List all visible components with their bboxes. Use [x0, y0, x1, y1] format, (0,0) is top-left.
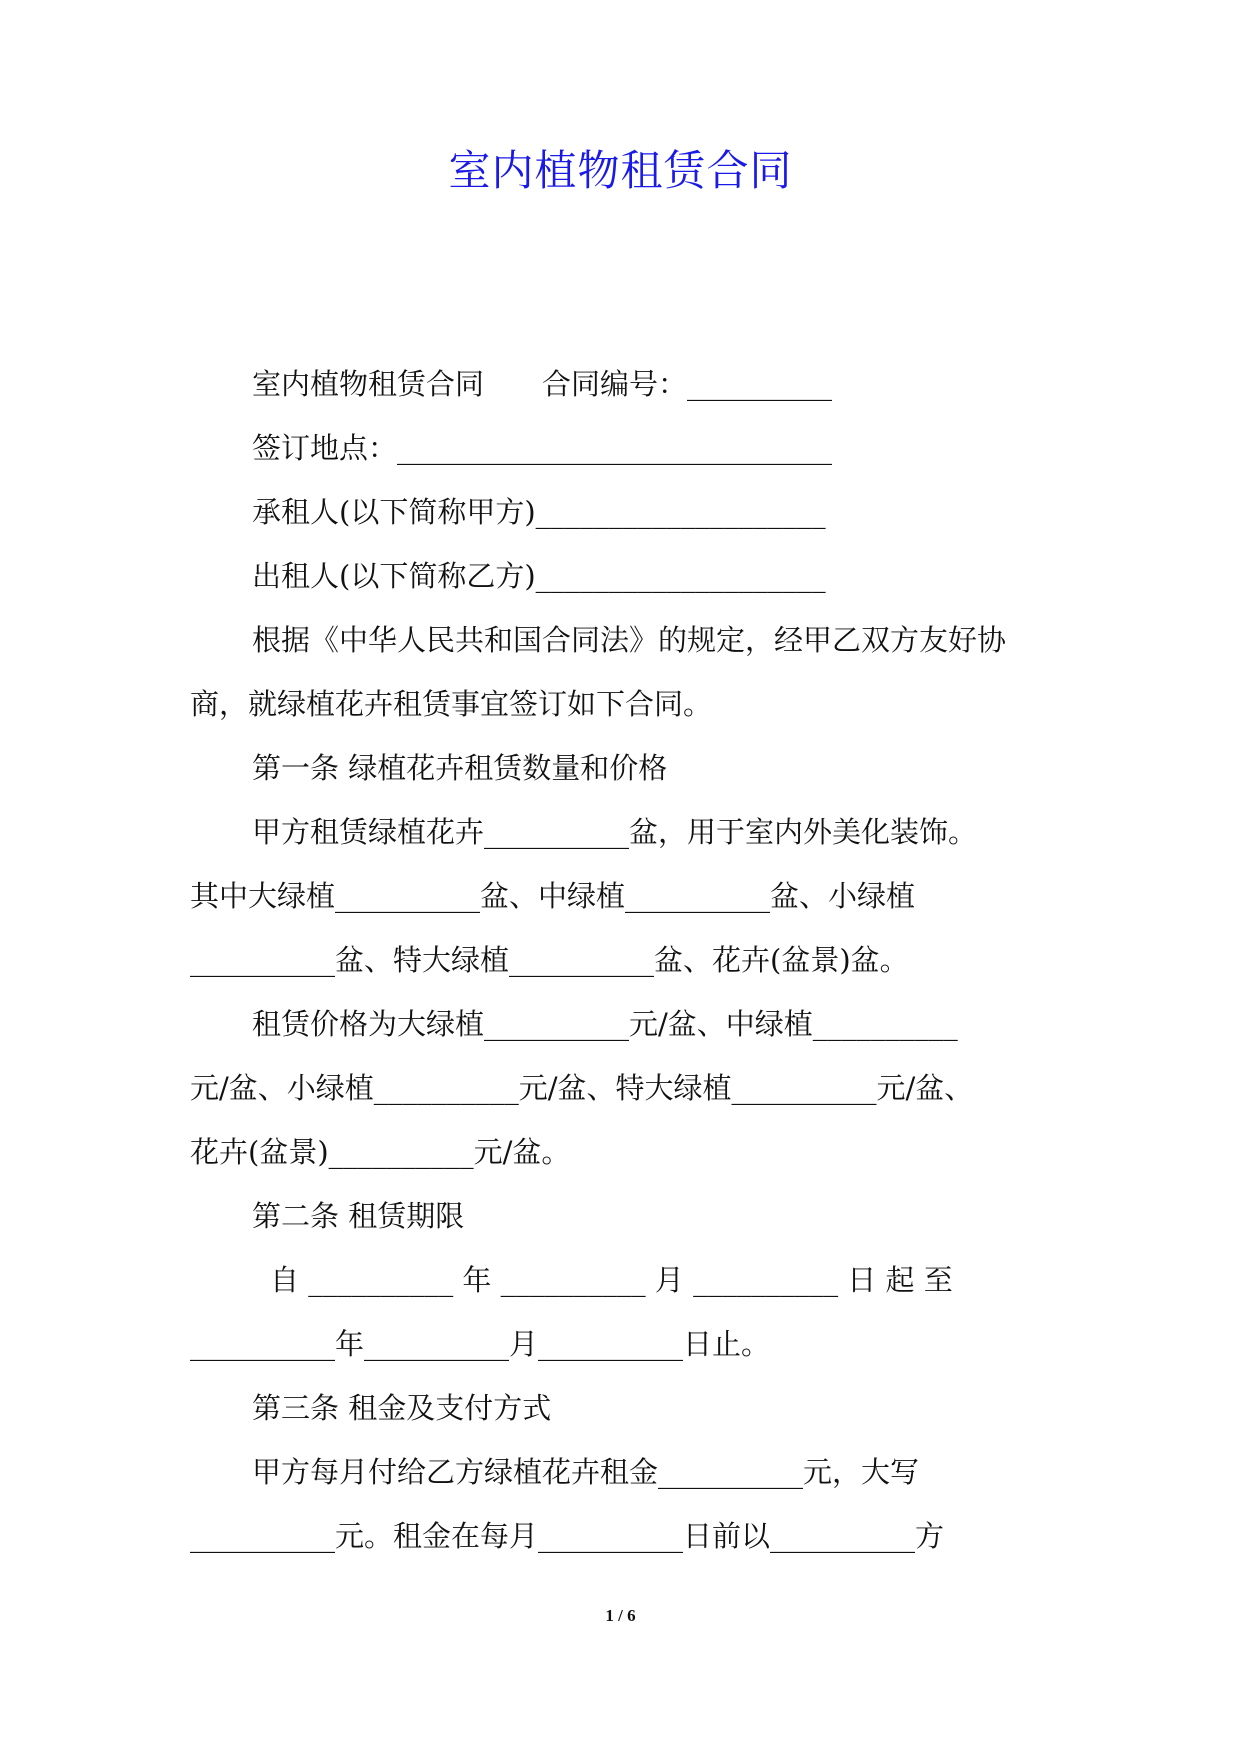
contract-line: __________元。租金在每月__________日前以__________方 [190, 1519, 945, 1553]
article-heading: 第一条 绿植花卉租赁数量和价格 [252, 751, 668, 785]
contract-line: 商，就绿植花卉租赁事宜签订如下合同。 [190, 687, 713, 721]
contract-line: 甲方每月付给乙方绿植花卉租金__________元，大写 [252, 1455, 920, 1489]
contract-line: 花卉(盆景)__________元/盆。 [190, 1135, 571, 1169]
page-number: 1 / 6 [605, 1606, 636, 1625]
contract-line: 甲方租赁绿植花卉__________盆，用于室内外美化装饰。 [252, 815, 978, 849]
contract-line: __________年__________月__________日止。 [190, 1327, 771, 1361]
contract-line: __________盆、特大绿植__________盆、花卉(盆景)盆。 [190, 943, 909, 977]
contract-line: 签订地点：______________________________ [252, 431, 833, 465]
contract-line: 根据《中华人民共和国合同法》的规定，经甲乙双方友好协 [252, 623, 1007, 657]
article-heading: 第二条 租赁期限 [252, 1199, 465, 1233]
contract-line: 元/盆、小绿植__________元/盆、特大绿植__________元/盆、 [190, 1071, 974, 1105]
contract-line: 出租人(以下简称乙方)____________________ [252, 559, 826, 593]
contract-line: 自 __________ 年 __________ 月 __________ 日 起 至 [270, 1263, 953, 1297]
contract-line: 室内植物租赁合同 合同编号：__________ [252, 367, 833, 401]
contract-line: 租赁价格为大绿植__________元/盆、中绿植__________ [252, 1007, 958, 1041]
contract-line: 承租人(以下简称甲方)____________________ [252, 495, 826, 529]
contract-body [190, 352, 1055, 1568]
contract-line: 其中大绿植__________盆、中绿植__________盆、小绿植 [190, 879, 916, 913]
document-title: 室内植物租赁合同 [448, 146, 793, 195]
article-heading: 第三条 租金及支付方式 [252, 1391, 552, 1425]
